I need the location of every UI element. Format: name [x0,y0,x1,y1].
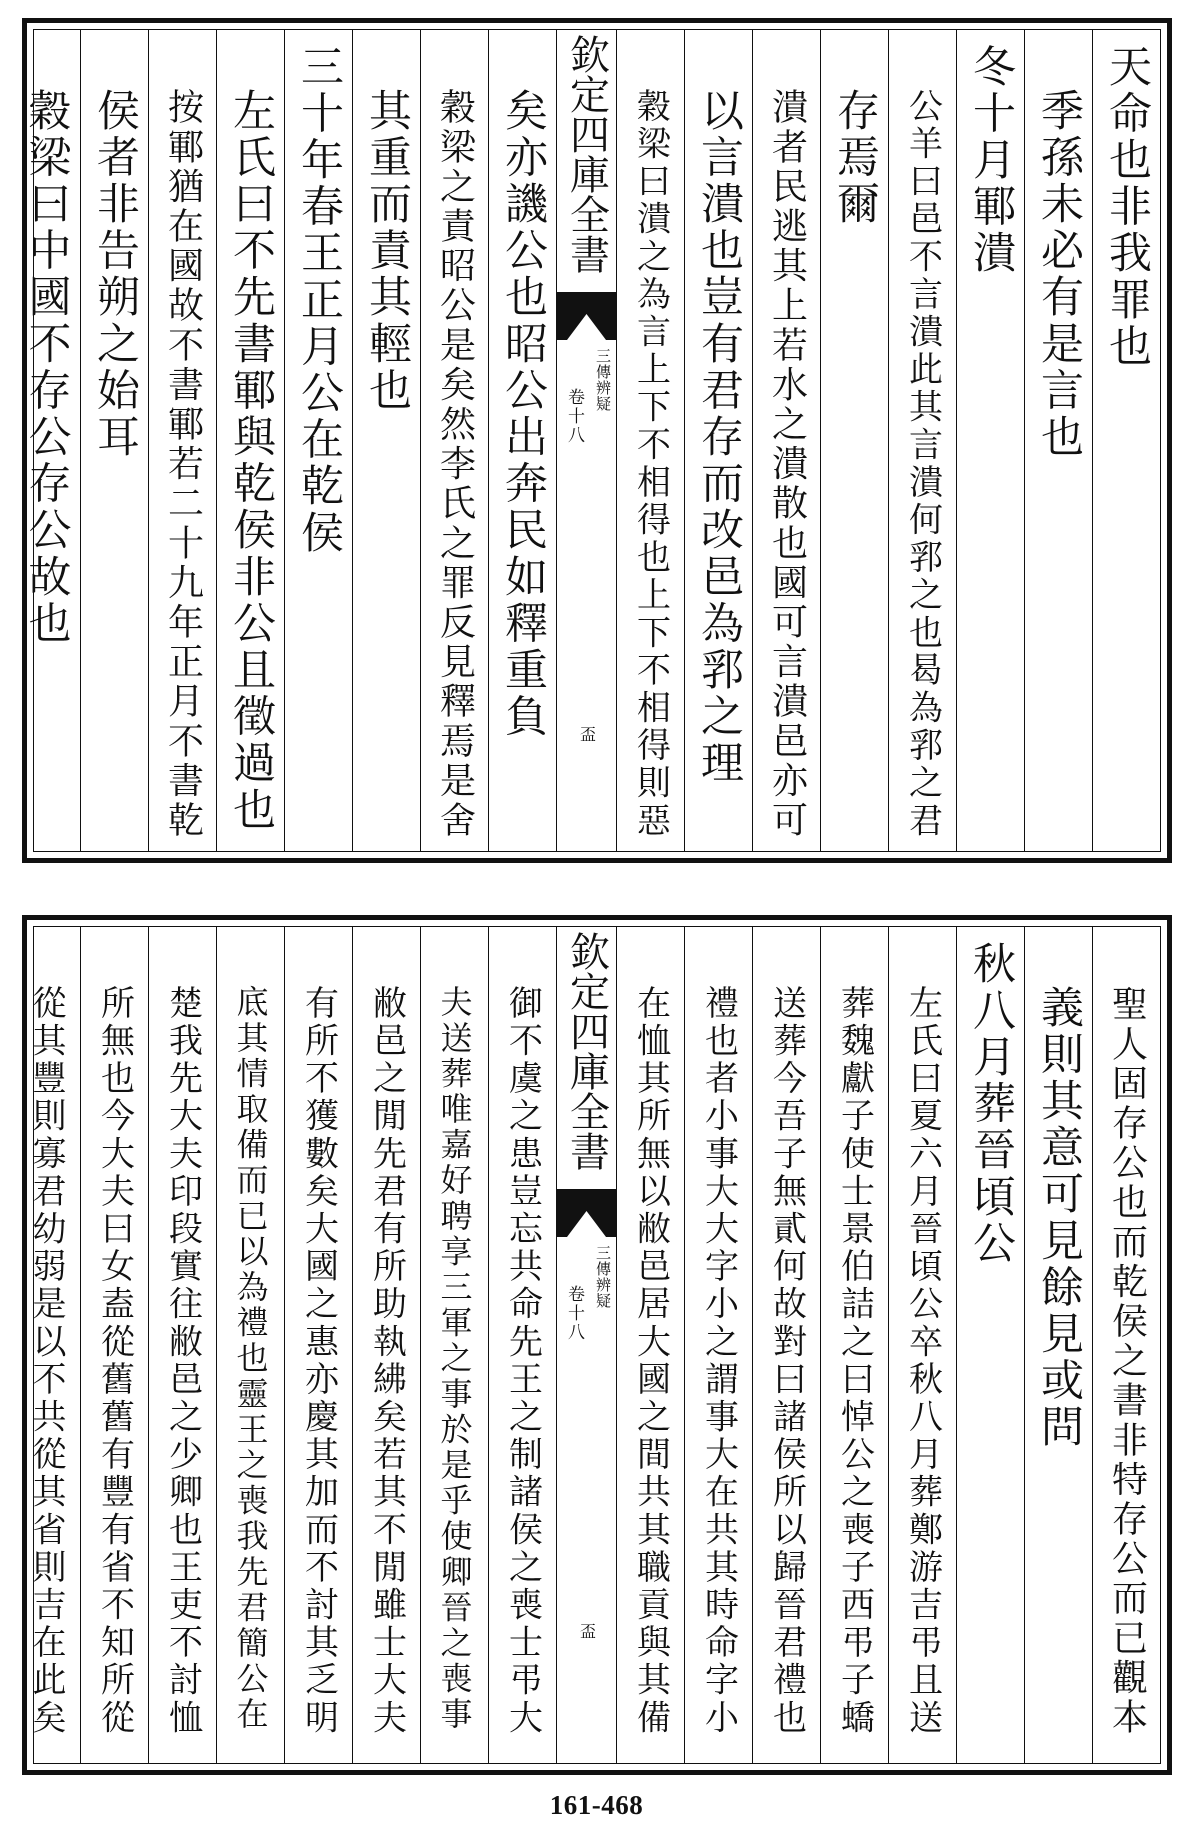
text-column [752,927,820,1763]
bottom-page-frame [26,926,1161,1764]
column-text: 葬魏獻子使士景伯詰之曰悼公之喪子西弔子蟜 [834,985,875,1737]
text-column [488,30,556,851]
text-column [420,927,488,1763]
book-title: 三傳辨疑 [594,1245,612,1309]
column-text: 三十年春王正月公在乾侯 [294,44,344,557]
text-column [888,30,956,851]
text-column [1092,30,1160,851]
column-text: 送葬今吾子無貳何故對曰諸侯所以歸晉君禮也 [766,985,807,1737]
column-text: 所無也今大夫曰女盍從舊舊有豐有省不知所從 [94,985,135,1737]
column-text: 按鄆猶在國故不書鄆若二十九年正月不書乾 [162,88,204,841]
text-column [684,927,752,1763]
column-text: 侯者非告朔之始耳 [90,88,140,461]
text-column [216,30,284,851]
text-column [352,30,420,851]
text-column [148,30,216,851]
text-column [956,30,1024,851]
column-text: 楚我先大夫印段實往敝邑之少卿也王吏不討恤 [162,985,203,1737]
text-column [12,927,80,1763]
column-text: 在恤其所無以敝邑居大國之間共其職貢與其備 [630,985,671,1737]
folio-number: 盃 [577,1623,597,1639]
text-column [420,30,488,851]
text-column [1024,927,1092,1763]
spine-meta [561,1245,612,1765]
text-column [216,927,284,1763]
page-number: 161-468 [549,1790,644,1820]
column-text: 冬十月鄆潰 [966,44,1016,277]
column-text: 以言潰也豈有君存而改邑為郛之理 [694,88,744,787]
column-text: 左氏曰不先書鄆與乾侯非公且徵過也 [226,88,276,834]
column-text: 御不虞之患豈忘共命先王之制諸侯之喪士弔大 [502,985,543,1737]
column-text: 禮也者小事大大字小之謂事大在共其時命字小 [698,985,739,1737]
top-page [22,18,1172,863]
text-column [956,927,1024,1763]
bottom-page [22,915,1172,1775]
text-column [820,30,888,851]
column-text: 矣亦譏公也昭公出奔民如釋重負 [498,88,548,741]
text-column [12,30,80,851]
column-text: 公羊曰邑不言潰此其言潰何郛之也曷為郛之君 [902,88,943,840]
text-column [616,30,684,851]
column-text: 季孫未必有是言也 [1034,88,1084,461]
fishtail-mark [557,292,616,340]
volume-label: 卷十八 [564,388,584,445]
column-text: 穀梁曰中國不存公存公故也 [21,88,72,648]
center-spine [556,927,616,1763]
text-column [352,927,420,1763]
column-text: 其重而責其輕也 [362,88,412,415]
text-column [1092,927,1160,1763]
book-title: 三傳辨疑 [594,348,612,412]
text-column [752,30,820,851]
text-column [684,30,752,851]
text-column [148,927,216,1763]
text-column [80,30,148,851]
column-text: 聖人固存公也而乾侯之書非特存公而已觀本 [1106,985,1148,1738]
text-column [888,927,956,1763]
column-text: 夫送葬唯嘉好聘享三軍之事於是乎使卿晉之喪事 [435,985,474,1733]
top-page-frame [21,29,1161,852]
text-column [616,927,684,1763]
column-text: 秋八月葬晉頃公 [966,941,1016,1268]
column-text: 潰者民逃其上若水之潰散也國可言潰邑亦可 [766,88,808,841]
text-column [1024,30,1092,851]
column-text: 義則其意可見餘見或問 [1034,985,1084,1451]
text-column [80,927,148,1763]
column-text: 穀梁曰潰之為言上下不相得也上下不相得則惡 [630,88,671,840]
volume-label: 卷十八 [564,1285,584,1342]
text-column [488,927,556,1763]
fishtail-mark [557,1189,616,1237]
folio-number: 盃 [577,726,597,742]
column-text: 左氏曰夏六月晉頃公卒秋八月葬鄭游吉弔且送 [902,985,943,1737]
column-text: 存焉爾 [830,88,880,228]
text-column [284,927,352,1763]
column-text: 底其情取備而已以為禮也靈王之喪我先君簡公在 [231,985,270,1733]
column-text: 敝邑之閒先君有所助執紼矣若其不閒雖士大夫 [366,985,407,1737]
text-column [820,927,888,1763]
column-text: 從其豐則寡君幼弱是以不共從其省則吉在此矣 [26,985,66,1737]
spine-meta [561,348,612,868]
center-spine [556,30,616,851]
library-title: 欽定四庫全書 [563,34,610,274]
column-text: 天命也非我罪也 [1102,44,1152,371]
library-title: 欽定四庫全書 [563,931,610,1171]
column-text: 有所不獲數矣大國之惠亦慶其加而不討其乏明 [298,985,339,1737]
text-column [284,30,352,851]
column-text: 穀梁之責昭公是矣然李氏之罪反見釋焉是舍 [434,88,476,841]
